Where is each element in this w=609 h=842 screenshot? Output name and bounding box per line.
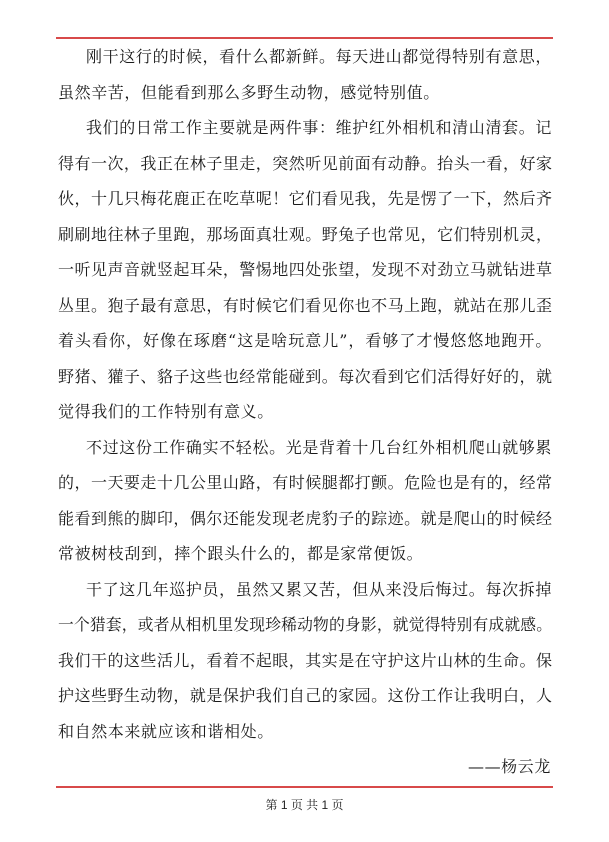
text-line: 护这些野生动物，就是保护我们自己的家园。这份工作让我明白，人 <box>58 686 552 705</box>
text-line: 刚干这行的时候，看什么都新鲜。每天进山都觉得特别有意思， <box>86 47 552 66</box>
text-line: 虽然辛苦，但能看到那么多野生动物，感觉特别值。 <box>58 82 440 102</box>
text-line: 不过这份工作确实不轻松。光是背着十几台红外相机爬山就够累 <box>86 437 552 457</box>
text-line: 刷刷地往林子里跑，那场面真壮观。野兔子也常见，它们特别机灵， <box>58 224 552 244</box>
top-red-rule <box>56 37 553 39</box>
bottom-red-rule <box>56 786 553 788</box>
text-line: 和自然本来就应该和谐相处。 <box>58 721 274 741</box>
text-line: 常被树枝刮到，摔个跟头什么的，都是家常便饭。 <box>58 544 424 563</box>
text-line: 我们干的这些活儿，看着不起眼，其实是在守护这片山林的生命。保 <box>58 650 552 670</box>
text-line: 我们的日常工作主要就是两件事：维护红外相机和清山清套。记 <box>86 118 552 137</box>
text-line: 干了这几年巡护员，虽然又累又苦，但从来没后悔过。每次拆掉 <box>86 579 552 599</box>
text-line: 得有一次，我正在林子里走，突然听见前面有动静。抬头一看，好家 <box>58 153 552 173</box>
text-line: 的，一天要走十几公里山路，有时候腿都打颤。危险也是有的，经常 <box>58 473 552 492</box>
signature: ——杨云龙 <box>467 757 551 776</box>
text-line: 一个猎套，或者从相机里发现珍稀动物的身影，就觉得特别有成就感。 <box>58 615 552 634</box>
text-line: 丛里。狍子最有意思，有时候它们看见你也不马上跑，就站在那儿歪 <box>58 295 552 315</box>
text-line: 着头看你，好像在琢磨“这是啥玩意儿”，看够了才慢悠悠地跑开。 <box>58 331 552 350</box>
text-line: 能看到熊的脚印，偶尔还能发现老虎豹子的踪迹。就是爬山的时候经 <box>58 508 552 528</box>
text-line: 野猪、獾子、貉子这些也经常能碰到。每次看到它们活得好好的，就 <box>58 366 552 386</box>
text-line: 一听见声音就竖起耳朵，警惕地四处张望，发现不对劲立马就钻进草 <box>58 260 552 279</box>
text-line: 觉得我们的工作特别有意义。 <box>58 402 274 421</box>
text-line: 伙，十几只梅花鹿正在吃草呢！它们看见我，先是愣了一下，然后齐 <box>58 189 552 208</box>
page-number: 第 1 页 共 1 页 <box>265 798 344 812</box>
